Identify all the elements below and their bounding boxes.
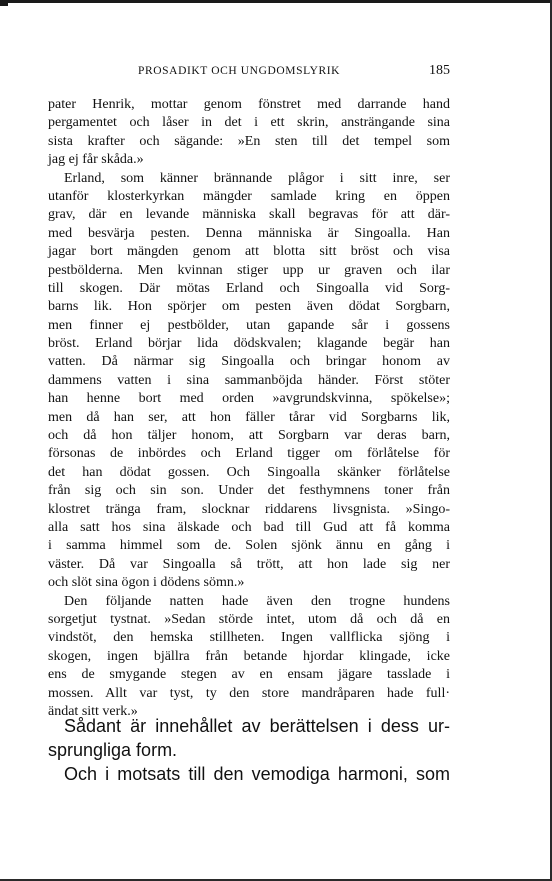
text-line: det han dödat gossen. Och Singoalla skänker förlåtelse [48, 464, 450, 480]
text-line: och då hon täljer honom, att Sorgbarn var deras barn, [48, 428, 450, 444]
text-line: pestbölderna. Men kvinnan stiger upp ur graven och ilar [48, 262, 450, 278]
text-line: vindstöt, den hemska stillheten. Ingen vallflicka sjöng i [48, 630, 450, 646]
text-line: pater Henrik, mottar genom fönstret med darrande hand [48, 97, 450, 112]
page-header [48, 65, 450, 81]
text-line: med besvärja pesten. Denna människa är Singoalla. Han [48, 225, 450, 241]
text-line: Erland, som känner brännande plågor i sitt inre, ser [64, 170, 450, 186]
text-line: klostret tränga fram, slocknar riddarens livsgnista. »Singo- [48, 501, 450, 517]
text-line: men finner ej pestbölder, utan gapande sår i gossens [48, 317, 450, 333]
text-line: och slöt sina ögon i dödens sömn.» [48, 575, 245, 591]
closing-line: sprungliga form. [48, 740, 178, 760]
text-line: försonas de inbördes och Erland tigger om förlåtelse för [48, 446, 450, 462]
text-line: sista krafter och sägande: »En sten till det tempel som [48, 133, 450, 149]
top-left-corner-mark [0, 0, 8, 6]
text-line: jag ej får skåda.» [48, 152, 144, 168]
text-line: till skogen. Där mötas Erland och Singoalla vid Sorg- [48, 280, 450, 296]
text-line: sorgetjut tystnat. »Sedan störde intet, utom då och då en [48, 611, 450, 627]
closing-line: Sådant är innehållet av berättelsen i dess ur- [64, 716, 450, 736]
text-line: alla satt hos sina älskade och bad till Gud att få komma [48, 519, 450, 535]
text-line: han henne bort med orden »avgrundskvinna, spökelse»; [48, 391, 450, 407]
running-title: PROSADIKT OCH UNGDOMSLYRIK [138, 65, 341, 77]
text-line: barns lik. Hon spörjer om pesten även dödat Sorgbarn, [48, 299, 450, 315]
text-line: pergamentet och låser in det i ett skrin, ansträngande sina [48, 115, 450, 131]
text-line: från sig och sin son. Under det festhymnens toner från [48, 483, 450, 499]
text-line: mossen. Allt var tyst, ty den store mandråparen hade full· [48, 685, 450, 701]
paragraph [48, 96, 450, 170]
closing-paragraphs [48, 714, 450, 786]
text-line: Den följande natten hade även den trogne hundens [64, 593, 450, 609]
text-line: dammens vatten i sina sammanböjda händer. Först stöter [48, 372, 450, 388]
closing-line: Och i motsats till den vemodiga harmoni, som [64, 764, 450, 784]
text-line: grav, där en levande människa skall begravas för att där- [48, 207, 450, 223]
text-line: vatten. Då närmar sig Singoalla och bringar honom av [48, 354, 450, 370]
text-line: väster. Då var Singoalla så trött, att hon lade sig ner [48, 556, 450, 572]
body-text [48, 96, 450, 721]
page-number: 185 [429, 63, 450, 78]
text-line: ändat sitt verk.» [48, 703, 138, 719]
paragraph [48, 593, 450, 722]
text-line: ens de smygande stegen av en ensam jägare tasslade i [48, 667, 450, 683]
text-line: bröst. Erland börjar lida dödskvalen; klagande begär han [48, 336, 450, 352]
top-edge-rule [0, 0, 552, 3]
text-line: men då han ser, att hon fäller tårar vid Sorgbarns lik, [48, 409, 450, 425]
text-line: i samma himmel som de. Solen sjönk ännu en gång i [48, 538, 450, 554]
text-line: jagar bort mängden genom att blotta sitt bröst och visa [48, 244, 450, 260]
paragraph [48, 170, 450, 593]
text-line: utanför klosterkyrkan mängder samlade kring en öppen [48, 188, 450, 204]
text-line: skogen, ingen bjällra från betande hjordar klingade, icke [48, 648, 450, 664]
